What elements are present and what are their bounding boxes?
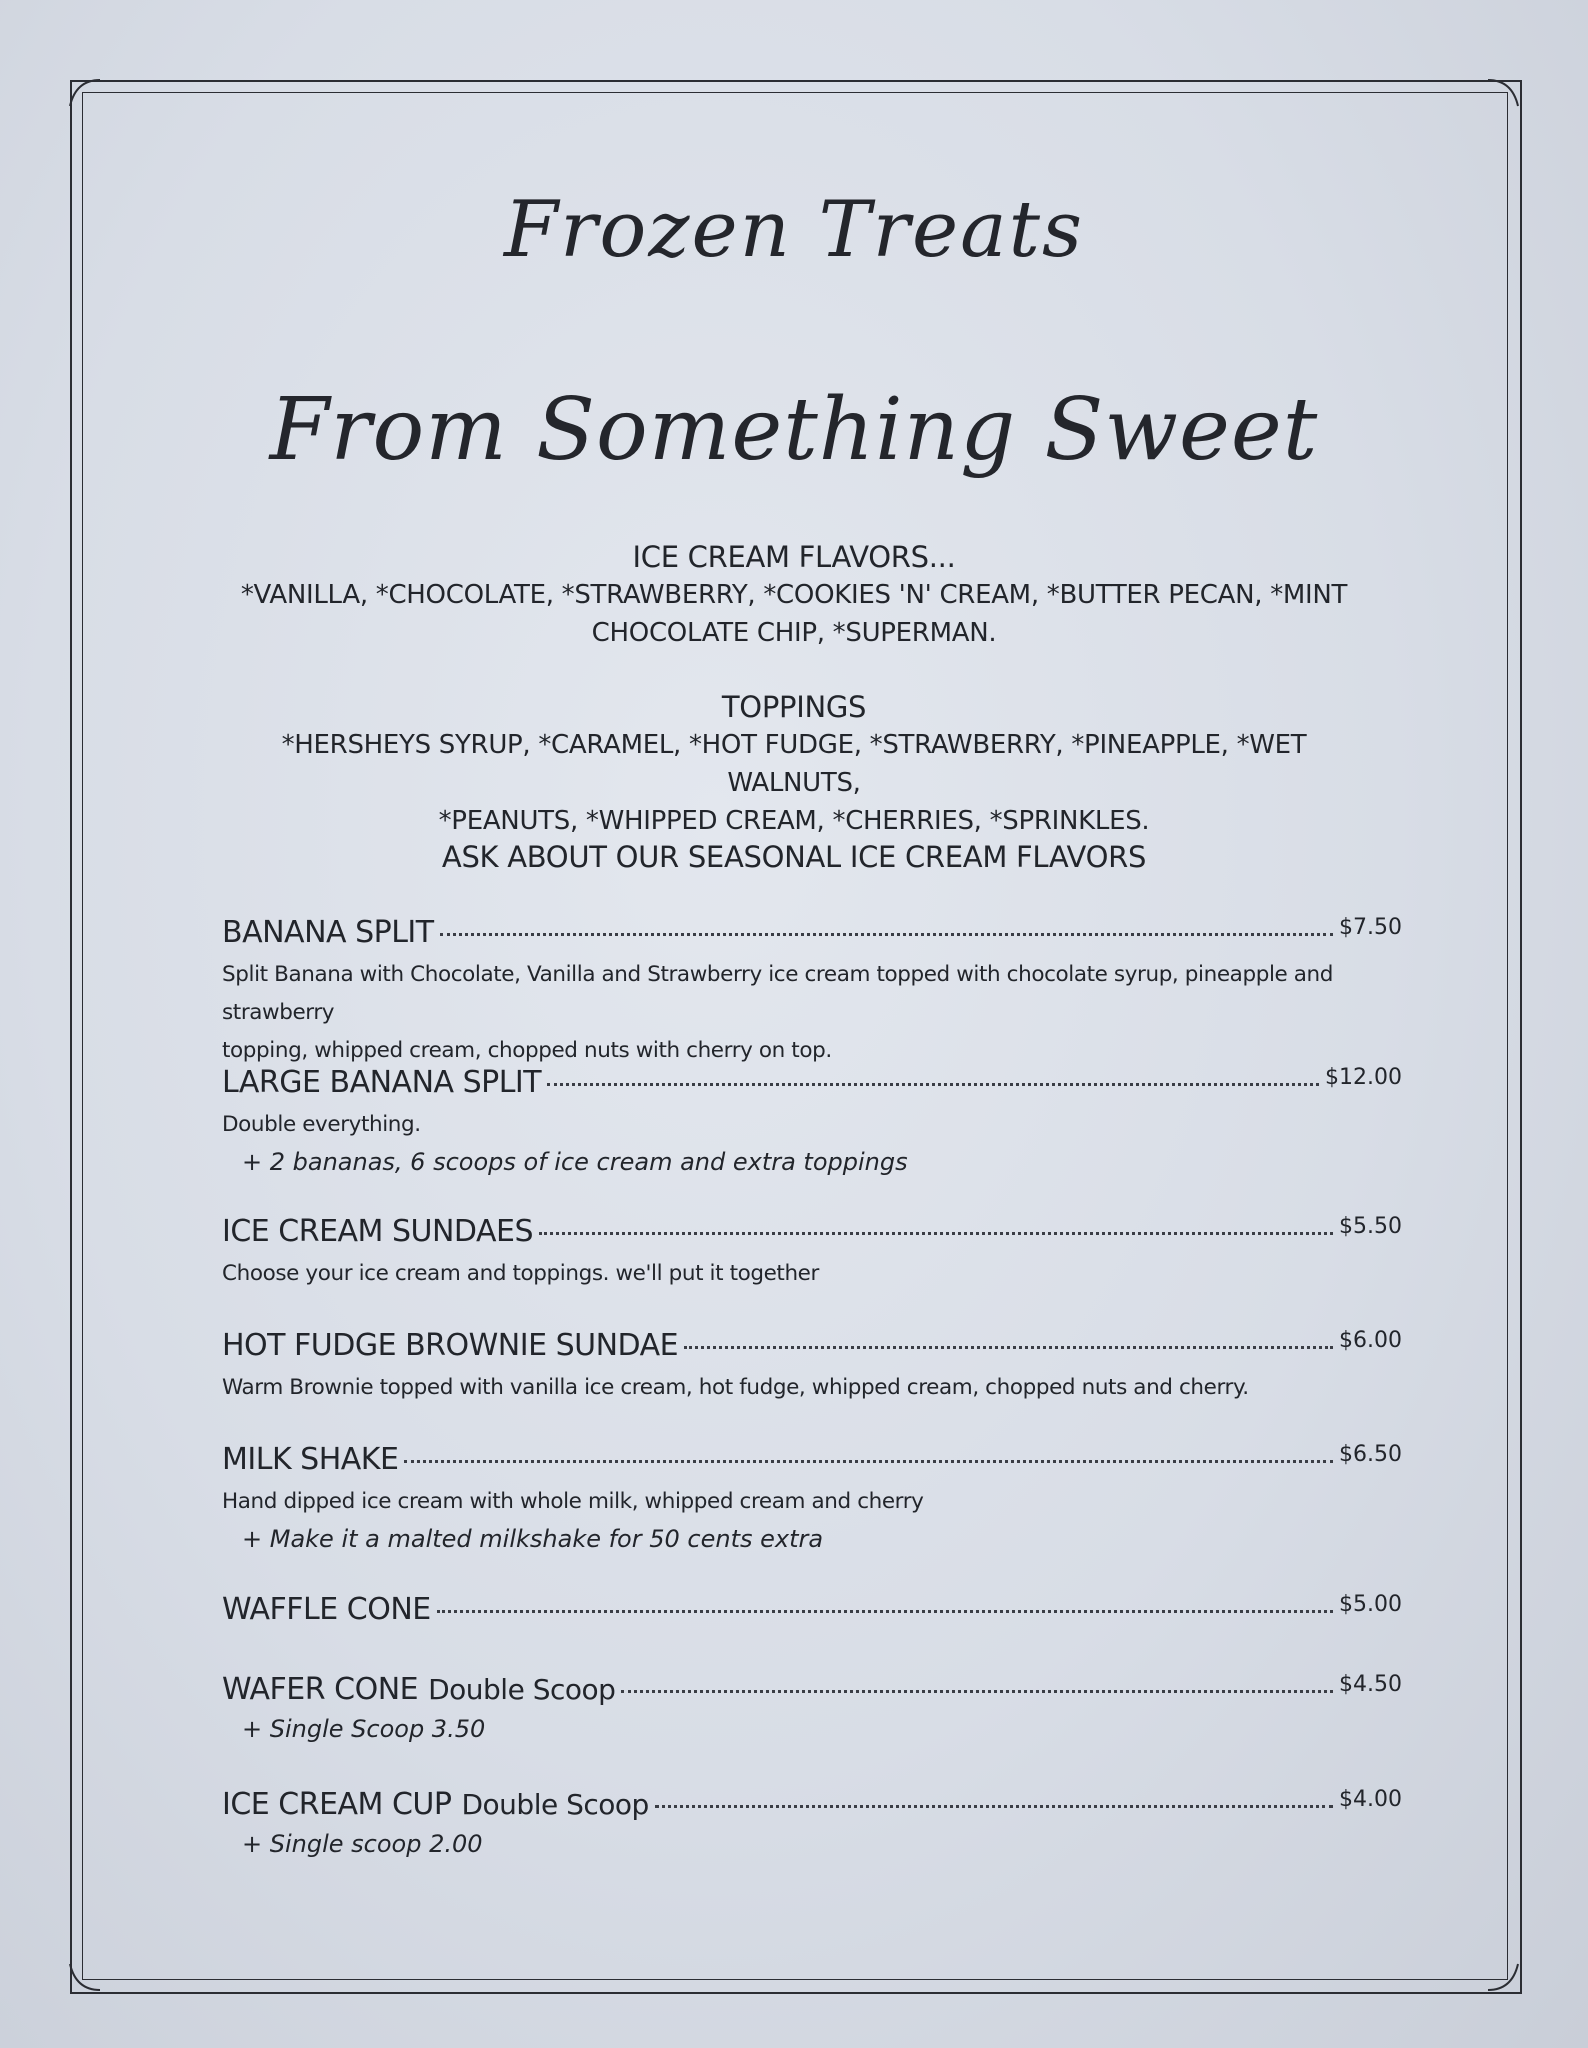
item-size: Double Scoop [428, 1673, 616, 1706]
toppings-line: *HERSHEYS SYRUP, *CARAMEL, *HOT FUDGE, *STRAWBERRY, *PINEAPPLE, *WET WALNUTS, [281, 730, 1307, 798]
item-note: + Single Scoop 3.50 [242, 1715, 486, 1743]
menu-item [222, 1214, 1402, 1293]
dot-leader [539, 1232, 1333, 1235]
item-size: Double Scoop [461, 1788, 649, 1821]
item-name: LARGE BANANA SPLIT [222, 1065, 542, 1100]
toppings-heading: TOPPINGS [721, 690, 867, 724]
item-price: $7.50 [1339, 915, 1402, 940]
dot-leader [437, 1610, 1333, 1613]
item-note: + Make it a malted milkshake for 50 cents extra [242, 1525, 824, 1553]
item-price: $6.50 [1339, 1442, 1402, 1467]
item-note: + 2 bananas, 6 scoops of ice cream and extra toppings [242, 1148, 908, 1176]
item-note: + Single scoop 2.00 [242, 1830, 483, 1858]
dot-leader [655, 1805, 1333, 1808]
menu-item [222, 1065, 1402, 1180]
seasonal-note: ASK ABOUT OUR SEASONAL ICE CREAM FLAVORS [441, 840, 1147, 874]
menu-item [222, 1442, 1402, 1557]
item-name: ICE CREAM SUNDAES [222, 1214, 534, 1249]
description-line: topping, whipped cream, chopped nuts with cherry on top. [222, 1038, 832, 1063]
menu-item [222, 915, 1402, 1070]
menu-item [222, 1672, 1402, 1747]
dot-leader [440, 933, 1333, 936]
menu-item [222, 1592, 1402, 1627]
item-description [222, 1106, 1402, 1144]
item-name: WAFER CONE [222, 1672, 419, 1707]
description-line: Split Banana with Chocolate, Vanilla and Strawberry ice cream topped with chocolate syrup, pineapple and strawberry [222, 962, 1334, 1025]
description-line: Warm Brownie topped with vanilla ice cream, hot fudge, whipped cream, chopped nuts and cherry. [222, 1375, 1249, 1400]
item-description [222, 1369, 1402, 1407]
item-price: $5.50 [1339, 1214, 1402, 1239]
corner-ornament-icon [56, 66, 100, 110]
flavors-section [230, 538, 1358, 652]
toppings-section [230, 688, 1358, 840]
corner-ornament-icon [1488, 66, 1532, 110]
item-name: ICE CREAM CUP [222, 1787, 452, 1822]
menu-title: Frozen Treats [504, 185, 1084, 275]
item-name: WAFFLE CONE [222, 1592, 431, 1627]
item-name: MILK SHAKE [222, 1442, 399, 1477]
item-description [222, 1483, 1402, 1521]
item-name: BANANA SPLIT [222, 915, 434, 950]
toppings-line: *PEANUTS, *WHIPPED CREAM, *CHERRIES, *SPRINKLES. [438, 806, 1150, 836]
flavors-line: *VANILLA, *CHOCOLATE, *STRAWBERRY, *COOKIES 'N' CREAM, *BUTTER PECAN, *MINT [240, 580, 1348, 610]
menu-item [222, 1328, 1402, 1407]
dot-leader [404, 1460, 1333, 1463]
flavors-line: CHOCOLATE CHIP, *SUPERMAN. [591, 618, 997, 648]
menu-subtitle: From Something Sweet [269, 380, 1319, 480]
dot-leader [621, 1690, 1333, 1693]
item-price: $6.00 [1339, 1328, 1402, 1353]
dot-leader [547, 1083, 1319, 1086]
corner-ornament-icon [56, 1960, 100, 2004]
item-price: $4.50 [1339, 1672, 1402, 1697]
item-price: $12.00 [1325, 1065, 1402, 1090]
item-price: $4.00 [1339, 1787, 1402, 1812]
flavors-heading: ICE CREAM FLAVORS... [632, 540, 956, 574]
menu-item [222, 1787, 1402, 1862]
description-line: Hand dipped ice cream with whole milk, whipped cream and cherry [222, 1489, 924, 1514]
item-description [222, 956, 1402, 1070]
item-name: HOT FUDGE BROWNIE SUNDAE [222, 1328, 679, 1363]
description-line: Choose your ice cream and toppings. we'll put it together [222, 1261, 819, 1286]
item-description [222, 1255, 1402, 1293]
corner-ornament-icon [1488, 1960, 1532, 2004]
item-price: $5.00 [1339, 1592, 1402, 1617]
description-line: Double everything. [222, 1112, 421, 1137]
dot-leader [684, 1346, 1333, 1349]
